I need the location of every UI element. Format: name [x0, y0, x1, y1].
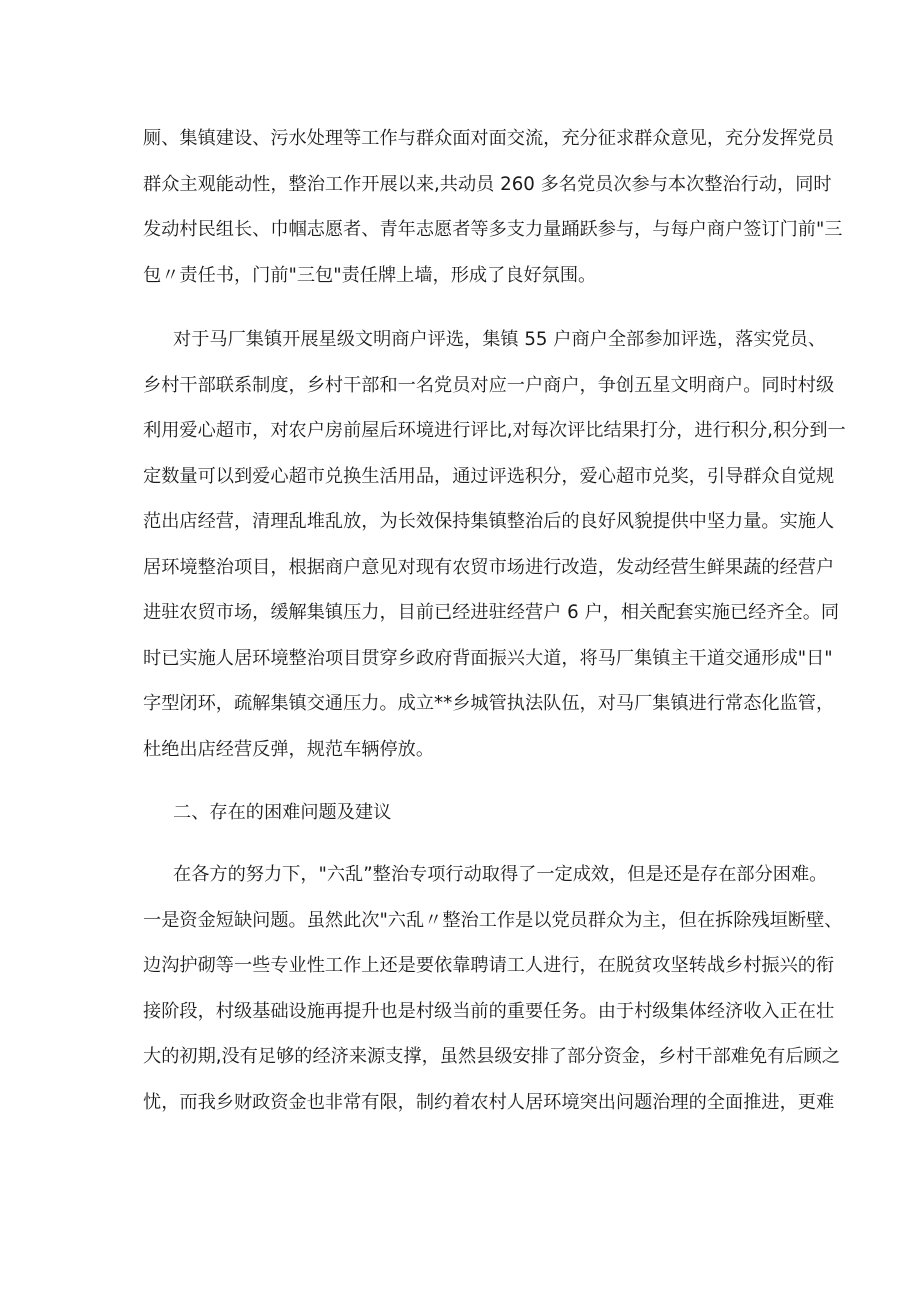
- section-heading: [143, 790, 793, 836]
- text-line: 范出店经营，清理乱堆乱放，为长效保持集镇整治后的良好风貌提供中坚力量。实施人: [143, 511, 835, 532]
- text-line: 字型闭环，疏解集镇交通压力。成立**乡城管执法队伍，对马厂集镇进行常态化监管，: [143, 693, 835, 714]
- text-line: 包〃责任书，门前"三包"责任牌上墙，形成了良好氛围。: [143, 264, 597, 286]
- text-line: 对于马厂集镇开展星级文明商户评选，集镇 55 户商户全部参加评选，落实党员、: [173, 329, 827, 350]
- text-line: 群众主观能动性，整治工作开展以来,共动员 260 多名党员次参与本次整治行动，同时: [143, 173, 832, 195]
- paragraph-2: [143, 317, 846, 772]
- text-line: 时已实施人居环境整治项目贯穿乡政府背面振兴大道，将马厂集镇主干道交通形成"日": [143, 647, 833, 669]
- paragraph-1: [143, 116, 843, 298]
- text-line: 厕、集镇建设、污水处理等工作与群众面对面交流，充分征求群众意见，充分发挥党员: [143, 128, 835, 149]
- paragraph-3: [143, 852, 843, 1125]
- text-line: 杜绝出店经营反弹，规范车辆停放。: [143, 738, 435, 760]
- text-line: 乡村干部联系制度，乡村干部和一名党员对应一户商户，争创五星文明商户。同时村级: [143, 374, 835, 396]
- text-line: 定数量可以到爱心超市兑换生活用品，通过评选积分，爱心超市兑奖，引导群众自觉规: [143, 465, 835, 487]
- text-line: 利用爱心超市，对农户房前屋后环境进行评比,对每次评比结果打分，进行积分,积分到一: [143, 420, 846, 441]
- section-heading-text: 二、存在的困难问题及建议: [173, 802, 392, 823]
- text-line: 大的初期,没有足够的经济来源支撑，虽然县级安排了部分资金，乡村干部难免有后顾之: [143, 1046, 840, 1067]
- text-line: 进驻农贸市场，缓解集镇压力，目前已经进驻经营户 6 户，相关配套实施已经齐全。同: [143, 602, 840, 623]
- text-line: 边沟护砌等一些专业性工作上还是要依靠聘请工人进行，在脱贫攻坚转战乡村振兴的衔: [143, 955, 835, 976]
- text-line: 忧，而我乡财政资金也非常有限，制约着农村人居环境突出问题治理的全面推进，更难: [143, 1091, 835, 1113]
- text-line: 在各方的努力下，"六乱”整治专项行动取得了一定成效，但是还是存在部分困难。: [173, 864, 828, 885]
- text-line: 发动村民组长、巾帼志愿者、青年志愿者等多支力量踊跃参与，与每户商户签订门前"三: [143, 219, 843, 240]
- text-line: 一是资金短缺问题。虽然此次"六乱〃整治工作是以党员群众为主，但在拆除残垣断壁、: [143, 909, 843, 931]
- text-line: 居环境整治项目，根据商户意见对现有农贸市场进行改造，发动经营生鲜果蔬的经营户: [143, 556, 835, 578]
- text-line: 接阶段，村级基础设施再提升也是村级当前的重要任务。由于村级集体经济收入正在壮: [143, 1000, 835, 1022]
